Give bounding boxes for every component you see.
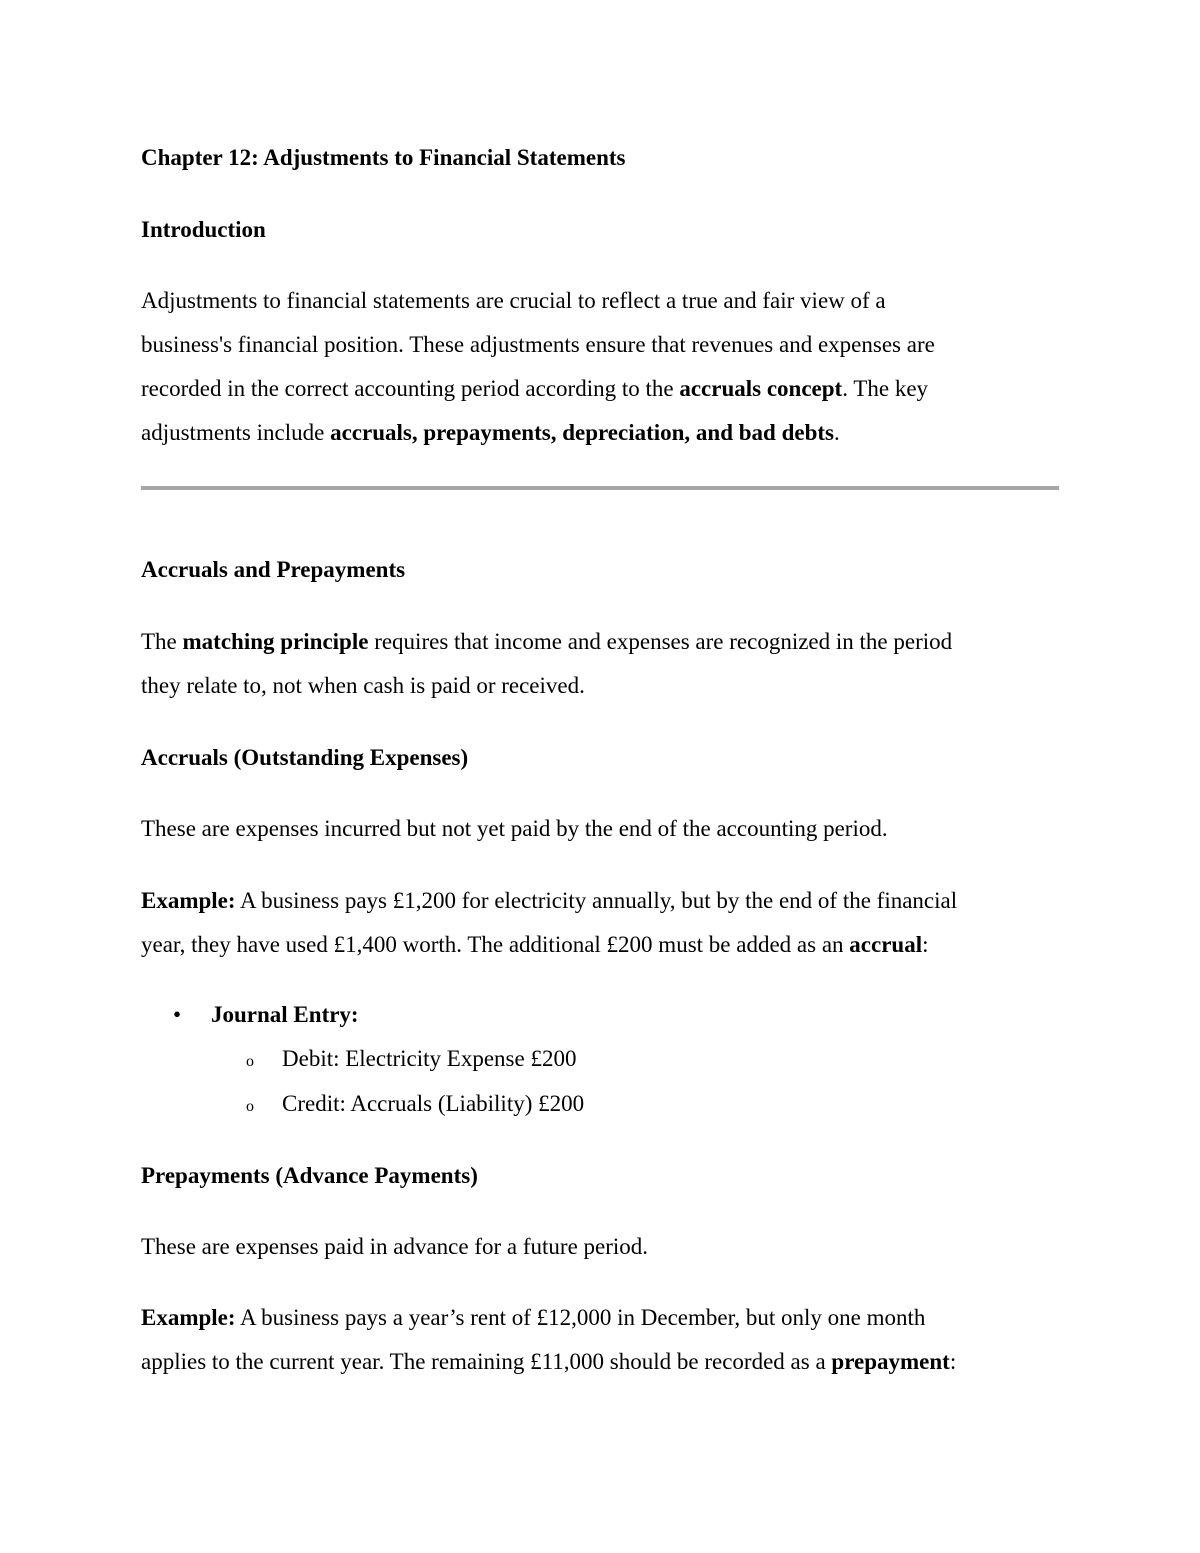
intro-line-3 bbox=[141, 376, 928, 402]
text-run: recorded in the correct accounting period according to the bbox=[141, 376, 680, 401]
subheading-accruals: Accruals (Outstanding Expenses) bbox=[141, 745, 469, 770]
subheading-prepayments: Prepayments (Advance Payments) bbox=[141, 1163, 478, 1188]
journal-entry-debit: Debit: Electricity Expense £200 bbox=[282, 1046, 577, 1071]
text-run: A business pays a year’s rent of £12,000 in December, but only one month bbox=[235, 1305, 926, 1330]
text-run: A business pays £1,200 for electricity annually, but by the end of the financial bbox=[235, 888, 958, 913]
text-run: : bbox=[949, 1349, 957, 1374]
text-run: adjustments include bbox=[141, 420, 331, 445]
prepayments-example-line-1 bbox=[141, 1305, 925, 1331]
bold-term-accruals-concept: accruals concept bbox=[679, 376, 843, 401]
matching-line-2: they relate to, not when cash is paid or received. bbox=[141, 673, 585, 698]
bold-term-prepayment: prepayment bbox=[831, 1349, 950, 1374]
journal-entry-credit: Credit: Accruals (Liability) £200 bbox=[282, 1091, 585, 1116]
text-run: year, they have used £1,400 worth. The additional £200 must be added as an bbox=[141, 932, 850, 957]
bold-term-key-adjustments: accruals, prepayments, depreciation, and bad debts bbox=[330, 420, 834, 445]
prepayments-example-line-2 bbox=[141, 1349, 956, 1375]
bold-term-matching-principle: matching principle bbox=[182, 629, 369, 654]
section-heading-accruals-prepayments: Accruals and Prepayments bbox=[141, 557, 406, 582]
example-label: Example: bbox=[141, 888, 236, 913]
sub-bullet-icon: o bbox=[246, 1053, 254, 1070]
bold-term-accrual: accrual bbox=[849, 932, 923, 957]
example-label: Example: bbox=[141, 1305, 236, 1330]
text-run: . The key bbox=[842, 376, 929, 401]
bullet-icon: • bbox=[173, 1002, 182, 1027]
horizontal-rule bbox=[141, 486, 1059, 490]
text-run: applies to the current year. The remaining £11,000 should be recorded as a bbox=[141, 1349, 832, 1374]
intro-line-4 bbox=[141, 420, 840, 446]
sub-bullet-icon: o bbox=[246, 1098, 254, 1115]
accruals-example-line-1 bbox=[141, 888, 957, 914]
text-run: . bbox=[834, 420, 840, 445]
text-run: The bbox=[141, 629, 183, 654]
journal-entry-label: Journal Entry: bbox=[211, 1002, 359, 1027]
accruals-definition: These are expenses incurred but not yet paid by the end of the accounting period. bbox=[141, 816, 888, 841]
matching-line-1 bbox=[141, 629, 952, 655]
intro-line-1: Adjustments to financial statements are crucial to reflect a true and fair view of a bbox=[141, 288, 886, 313]
page-title: Chapter 12: Adjustments to Financial Statements bbox=[141, 145, 626, 170]
text-run: : bbox=[922, 932, 929, 957]
section-heading-introduction: Introduction bbox=[141, 217, 266, 242]
prepayments-definition: These are expenses paid in advance for a future period. bbox=[141, 1234, 649, 1259]
accruals-example-line-2 bbox=[141, 932, 929, 958]
text-run: requires that income and expenses are recognized in the period bbox=[368, 629, 953, 654]
intro-line-2: business's financial position. These adjustments ensure that revenues and expenses are bbox=[141, 332, 935, 357]
